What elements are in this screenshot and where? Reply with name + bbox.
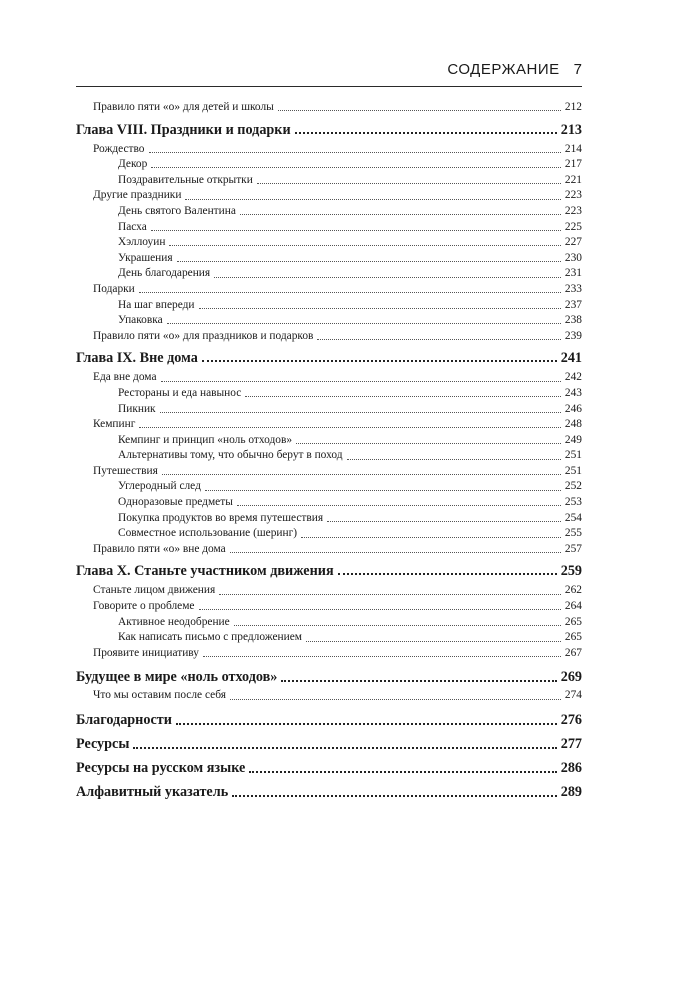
toc-entry <box>76 386 582 402</box>
running-header <box>76 61 582 83</box>
dot-leader <box>160 412 561 413</box>
toc-entry-title: Кемпинг <box>93 418 136 431</box>
toc-entry <box>76 142 582 158</box>
toc-entry <box>76 266 582 282</box>
header-page-number: 7 <box>573 61 582 78</box>
dot-leader <box>151 230 561 231</box>
toc-entry-title: Пикник <box>118 402 156 415</box>
toc-entry <box>76 433 582 449</box>
toc-entry-page: 249 <box>564 433 582 446</box>
dot-leader <box>327 521 561 522</box>
toc-entry <box>76 235 582 251</box>
toc-entry-title: Алфавитный указатель <box>76 784 229 800</box>
toc-entry-page: 246 <box>564 402 582 415</box>
toc-entry-title: Декор <box>118 158 148 171</box>
toc-entry <box>76 667 582 688</box>
toc-entry-title: Еда вне дома <box>93 371 157 384</box>
toc-entry-title: Будущее в мире «ноль отходов» <box>76 669 278 686</box>
toc-entry-title: Рождество <box>93 142 145 155</box>
dot-leader <box>306 641 561 642</box>
toc-entry-title: День святого Валентина <box>118 204 236 217</box>
toc-entry-title: На шаг впереди <box>118 298 195 311</box>
toc-entry-title: Глава VIII. Праздники и подарки <box>76 121 291 138</box>
toc-entry-page: 257 <box>564 542 582 555</box>
toc-entry-title: Станьте лицом движения <box>93 584 216 597</box>
toc-entry <box>76 542 582 558</box>
toc-entry-title: Благодарности <box>76 712 172 728</box>
toc-entry-title: Говорите о проблеме <box>93 600 195 613</box>
toc-entry-title: Рестораны и еда навынос <box>118 386 242 399</box>
dot-leader <box>199 308 561 309</box>
dot-leader <box>278 110 561 111</box>
toc-entry-page: 254 <box>564 511 582 524</box>
dot-leader <box>169 245 560 246</box>
toc-entry <box>76 511 582 527</box>
toc-entry <box>76 646 582 662</box>
toc-entry <box>76 495 582 511</box>
toc-entry-title: Украшения <box>118 251 173 264</box>
dot-leader <box>301 537 561 538</box>
toc-entry-title: Пасха <box>118 220 147 233</box>
toc-entry-title: Проявите инициативу <box>93 646 199 659</box>
toc-entry-title: Ресурсы на русском языке <box>76 760 246 776</box>
toc-entry-title: Правило пяти «о» для детей и школы <box>93 101 274 113</box>
toc-entry-title: Хэллоуин <box>118 236 166 249</box>
table-of-contents <box>76 100 582 803</box>
toc-entry <box>76 782 582 803</box>
toc-entry-title: День благодарения <box>118 267 211 280</box>
toc-entry <box>76 448 582 464</box>
dot-leader <box>202 360 557 362</box>
toc-entry-title: Путешествия <box>93 464 158 477</box>
toc-entry-page: 276 <box>560 712 582 728</box>
toc-entry-page: 221 <box>564 173 582 186</box>
toc-entry-title: Глава IX. Вне дома <box>76 350 198 367</box>
toc-entry-page: 289 <box>560 784 582 800</box>
toc-entry-page: 213 <box>560 121 582 138</box>
dot-leader <box>232 795 557 797</box>
dot-leader <box>219 594 561 595</box>
dot-leader <box>240 214 561 215</box>
toc-entry <box>76 560 582 582</box>
toc-entry <box>76 402 582 418</box>
dot-leader <box>205 490 561 491</box>
toc-entry <box>76 220 582 236</box>
dot-leader <box>185 199 560 200</box>
toc-entry <box>76 204 582 220</box>
toc-entry-page: 233 <box>564 282 582 295</box>
toc-entry <box>76 599 582 615</box>
dot-leader <box>295 132 557 134</box>
toc-entry-page: 274 <box>564 689 582 702</box>
toc-entry-page: 262 <box>564 584 582 597</box>
toc-entry-page: 265 <box>564 615 582 628</box>
dot-leader <box>133 747 556 749</box>
toc-entry <box>76 251 582 267</box>
dot-leader <box>234 625 561 626</box>
toc-entry <box>76 347 582 369</box>
toc-entry-page: 252 <box>564 480 582 493</box>
dot-leader <box>151 167 561 168</box>
toc-entry-title: Кемпинг и принцип «ноль отходов» <box>118 433 293 446</box>
toc-entry-title: Подарки <box>93 282 135 295</box>
toc-entry-page: 277 <box>560 736 582 752</box>
dot-leader <box>167 323 561 324</box>
dot-leader <box>203 656 561 657</box>
toc-entry-title: Другие праздники <box>93 189 182 202</box>
toc-entry-page: 230 <box>564 251 582 264</box>
dot-leader <box>161 381 561 382</box>
toc-entry-page: 223 <box>564 204 582 217</box>
dot-leader <box>230 699 561 700</box>
toc-entry-title: Поздравительные открытки <box>118 173 253 186</box>
header-title: СОДЕРЖАНИЕ <box>447 61 560 78</box>
toc-entry <box>76 479 582 495</box>
dot-leader <box>177 261 561 262</box>
toc-entry-title: Совместное использование (шеринг) <box>118 527 298 540</box>
dot-leader <box>199 609 561 610</box>
toc-entry <box>76 615 582 631</box>
toc-entry-page: 239 <box>564 329 582 342</box>
toc-entry <box>76 157 582 173</box>
toc-entry-title: Упаковка <box>118 314 163 327</box>
toc-entry-title: Правило пяти «о» для праздников и подарков <box>93 329 314 342</box>
toc-entry <box>76 298 582 314</box>
dot-leader <box>230 552 561 553</box>
toc-entry-page: 251 <box>564 464 582 477</box>
toc-entry-page: 231 <box>564 267 582 280</box>
toc-entry-title: Что мы оставим после себя <box>93 689 226 702</box>
toc-entry-title: Ресурсы <box>76 736 130 752</box>
toc-entry-page: 267 <box>564 646 582 659</box>
toc-entry-page: 248 <box>564 418 582 431</box>
toc-entry <box>76 282 582 298</box>
toc-entry <box>76 710 582 731</box>
toc-entry-page: 251 <box>564 449 582 462</box>
dot-leader <box>296 443 561 444</box>
toc-entry-page: 242 <box>564 371 582 384</box>
toc-entry <box>76 526 582 542</box>
toc-entry-page: 212 <box>564 101 582 113</box>
toc-entry-page: 238 <box>564 314 582 327</box>
toc-entry <box>76 329 582 345</box>
toc-entry-page: 264 <box>564 600 582 613</box>
toc-entry <box>76 188 582 204</box>
dot-leader <box>139 427 561 428</box>
toc-entry <box>76 100 582 116</box>
dot-leader <box>176 723 557 725</box>
toc-entry-title: Как написать письмо с предложением <box>118 631 302 644</box>
dot-leader <box>347 459 561 460</box>
dot-leader <box>338 573 557 575</box>
toc-entry-page: 265 <box>564 631 582 644</box>
toc-entry-title: Альтернативы тому, что обычно берут в поход <box>118 449 343 462</box>
dot-leader <box>149 152 561 153</box>
toc-entry <box>76 758 582 779</box>
toc-entry <box>76 688 582 704</box>
toc-entry-page: 286 <box>560 760 582 776</box>
toc-entry-page: 259 <box>560 563 582 580</box>
toc-entry-title: Углеродный след <box>118 480 201 493</box>
dot-leader <box>214 277 561 278</box>
toc-entry <box>76 464 582 480</box>
toc-entry-page: 237 <box>564 298 582 311</box>
toc-entry-title: Правило пяти «о» вне дома <box>93 542 226 555</box>
header-rule <box>76 86 582 87</box>
dot-leader <box>162 474 561 475</box>
toc-entry <box>76 119 582 141</box>
dot-leader <box>139 292 561 293</box>
toc-entry <box>76 417 582 433</box>
toc-entry-page: 225 <box>564 220 582 233</box>
toc-entry <box>76 583 582 599</box>
toc-entry <box>76 173 582 189</box>
toc-entry-page: 241 <box>560 350 582 367</box>
dot-leader <box>317 339 560 340</box>
toc-entry-page: 217 <box>564 158 582 171</box>
toc-entry-page: 214 <box>564 142 582 155</box>
toc-entry-title: Глава X. Станьте участником движения <box>76 563 334 580</box>
toc-entry <box>76 630 582 646</box>
dot-leader <box>245 396 561 397</box>
toc-entry-page: 253 <box>564 496 582 509</box>
toc-entry <box>76 313 582 329</box>
toc-entry-page: 223 <box>564 189 582 202</box>
dot-leader <box>257 183 561 184</box>
toc-entry-page: 243 <box>564 386 582 399</box>
toc-entry-title: Покупка продуктов во время путешествия <box>118 511 324 524</box>
toc-entry-page: 255 <box>564 527 582 540</box>
toc-entry-title: Активное неодобрение <box>118 615 230 628</box>
toc-entry <box>76 370 582 386</box>
toc-entry-page: 227 <box>564 236 582 249</box>
toc-entry-page: 269 <box>560 669 582 686</box>
dot-leader <box>249 771 556 773</box>
dot-leader <box>281 680 556 682</box>
toc-entry <box>76 734 582 755</box>
dot-leader <box>237 505 561 506</box>
toc-entry-title: Одноразовые предметы <box>118 496 233 509</box>
